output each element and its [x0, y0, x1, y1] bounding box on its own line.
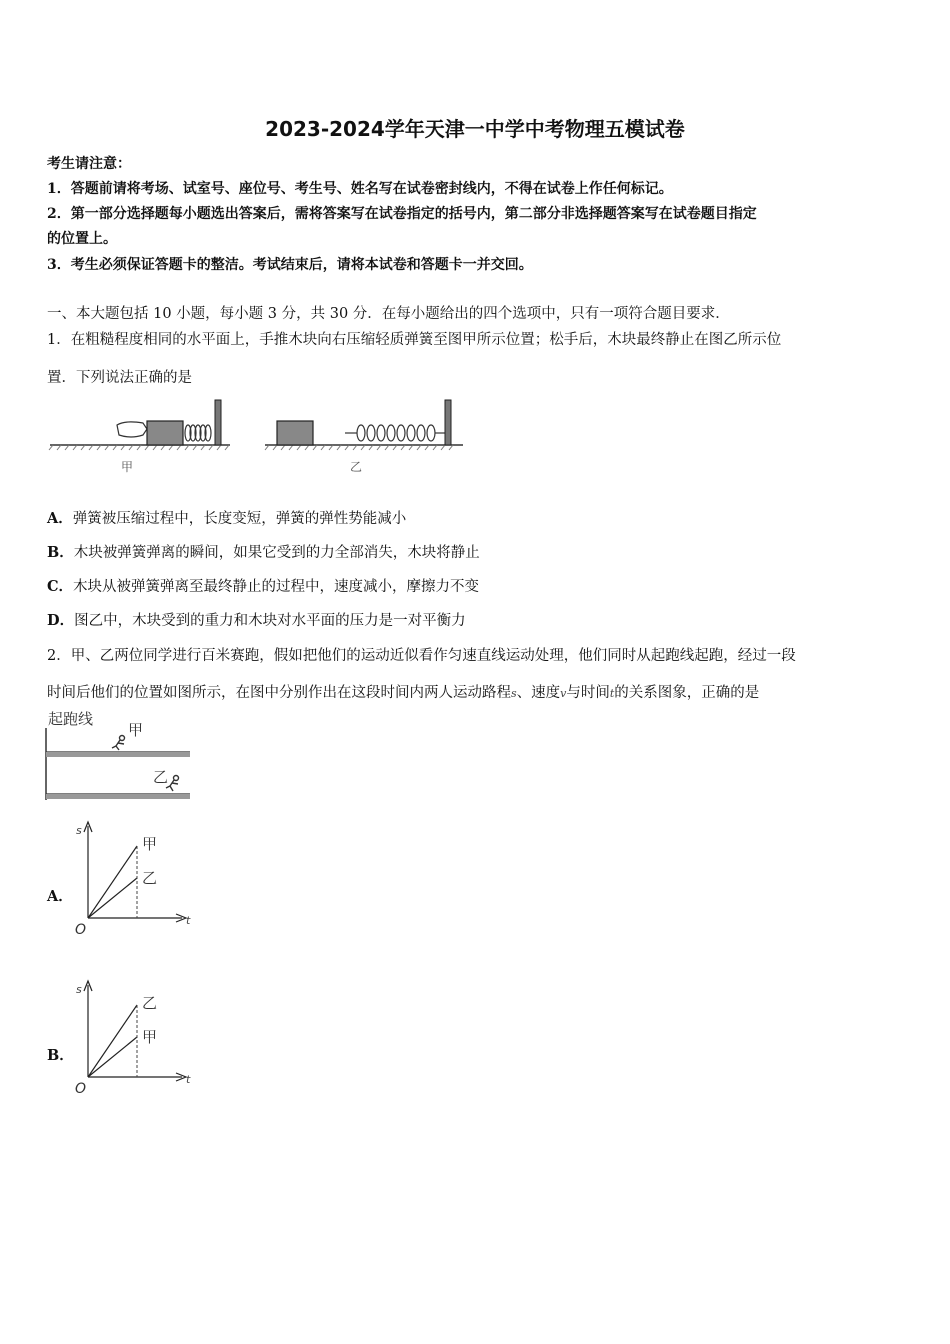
q2-option-b-letter[interactable]: B． — [47, 1047, 74, 1064]
hand-icon — [117, 422, 147, 437]
option-letter: B． — [47, 544, 74, 561]
option-text: 弹簧被压缩过程中，长度变短，弹簧的弹性势能减小 — [72, 511, 407, 527]
option-letter: D． — [47, 612, 75, 629]
var-s: s — [511, 687, 517, 700]
q2-stem-line1: 2．甲、乙两位同学进行百米赛跑，假如把他们的运动近似看作匀速直线运动处理，他们同时从起跑线起跑，经过一段 — [47, 648, 796, 664]
q1-option-a[interactable] — [47, 507, 406, 528]
notice-item-1: 1．答题前请将考场、试室号、座位号、考生号、姓名写在试卷密封线内，不得在试卷上作任何标记。 — [47, 181, 673, 197]
q2-text-d: 的关系图象，正确的是 — [614, 685, 760, 701]
var-t: t — [609, 687, 615, 700]
notice-item-2: 2．第一部分选择题每小题选出答案后，需将答案写在试卷指定的括号内，第二部分非选择题答案写在试卷题目指定 — [47, 206, 757, 222]
option-letter: A． — [47, 510, 73, 527]
graph-a — [70, 818, 200, 940]
graph-b — [70, 977, 200, 1099]
wall-b — [445, 400, 451, 445]
q1-stem-line2: 置．下列说法正确的是 — [47, 370, 192, 386]
origin-label: O — [75, 922, 87, 938]
upper-label: 甲 — [142, 835, 158, 853]
option-text: 图乙中，木块受到的重力和木块对水平面的压力是一对平衡力 — [74, 613, 466, 629]
start-line-label: 起跑线 — [48, 710, 94, 728]
line-lower — [88, 1037, 137, 1077]
runner-a-label: 甲 — [128, 721, 144, 739]
q1-stem-line1: 1．在粗糙程度相同的水平面上，手推木块向右压缩轻质弹簧至图甲所示位置；松手后，木块最终静止在图乙所示位 — [47, 332, 782, 348]
option-letter: C． — [47, 578, 74, 595]
track-bottom-hatch — [46, 794, 190, 799]
y-axis-label: s — [76, 824, 82, 837]
lower-label: 甲 — [142, 1028, 158, 1046]
q2-text-b: 、速度 — [516, 685, 561, 701]
line-upper — [88, 846, 137, 918]
x-axis-label: t — [186, 914, 191, 927]
runner-b-label: 乙 — [153, 768, 169, 786]
q2-stem-line2 — [47, 681, 759, 702]
page-title: 2023-2024学年天津一中学中考物理五模试卷 — [265, 117, 685, 141]
q2-text-c: 与时间 — [566, 685, 610, 701]
notice-item-3: 3．考生必须保证答题卡的整洁。考试结束后，请将本试卷和答题卡一并交回。 — [47, 257, 533, 273]
wall-a — [215, 400, 221, 445]
y-axis-label: s — [76, 983, 82, 996]
relaxed-spring — [345, 425, 445, 441]
lower-label: 乙 — [142, 869, 158, 887]
option-text: 木块被弹簧弹离的瞬间，如果它受到的力全部消失，木块将静止 — [73, 545, 480, 561]
block-b — [277, 421, 313, 445]
compressed-spring — [185, 425, 211, 441]
fig-label-b: 乙 — [350, 460, 363, 474]
runner-a-icon — [112, 736, 125, 751]
spring-block-figure — [45, 395, 465, 480]
q1-option-b[interactable] — [47, 541, 480, 562]
q1-option-d[interactable] — [47, 609, 466, 630]
origin-label: O — [75, 1081, 87, 1097]
q1-option-c[interactable] — [47, 575, 479, 596]
line-lower — [88, 878, 137, 918]
option-text: 木块从被弹簧弹离至最终静止的过程中，速度减小，摩擦力不变 — [73, 579, 480, 595]
section-heading: 一、本大题包括 10 小题，每小题 3 分，共 30 分．在每小题给出的四个选项中，只有一项符合题目要求． — [47, 306, 730, 322]
q2-text-a: 时间后他们的位置如图所示，在图中分别作出在这段时间内两人运动路程 — [47, 685, 511, 701]
fig-label-a: 甲 — [121, 460, 134, 474]
q2-option-a-letter[interactable]: A． — [47, 888, 73, 905]
line-upper — [88, 1005, 137, 1077]
block-a — [147, 421, 183, 445]
x-axis-label: t — [186, 1073, 191, 1086]
upper-label: 乙 — [142, 994, 158, 1012]
notice-heading: 考生请注意： — [47, 156, 131, 172]
var-v: v — [560, 687, 567, 700]
notice-item-2-cont: 的位置上。 — [47, 231, 117, 247]
lane-divider-hatch — [46, 752, 190, 757]
race-track-figure — [42, 706, 202, 806]
